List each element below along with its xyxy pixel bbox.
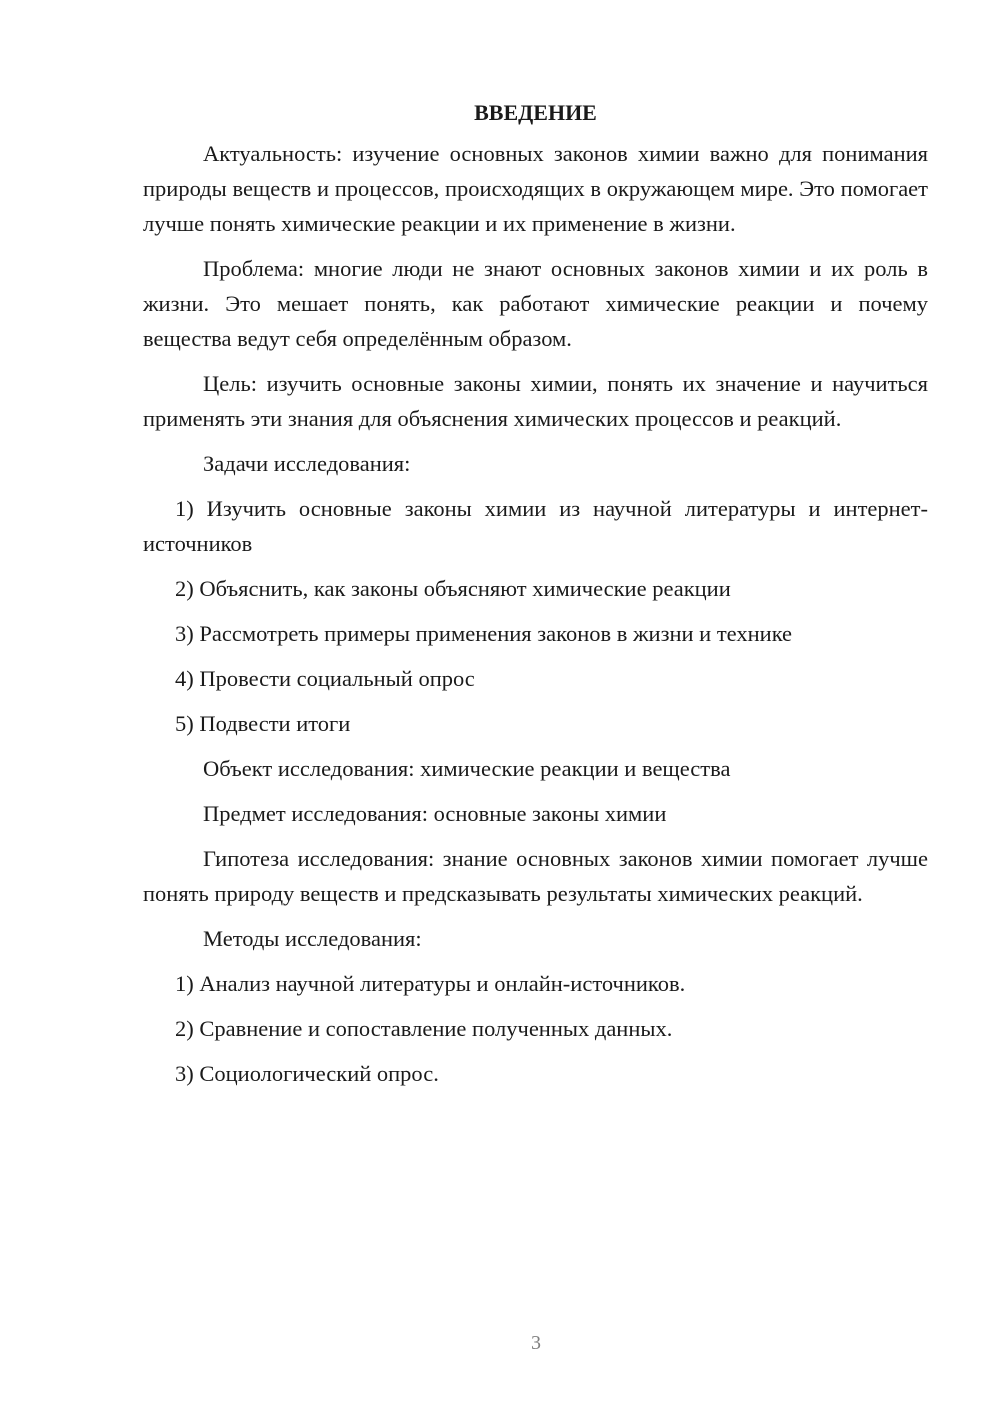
paragraph-relevance: Актуальность: изучение основных законов химии важно для понимания природы веществ и процессов, происходящих в окружающем мире. Это помогает лучше понять химические реакции и их применение в жизни. xyxy=(143,141,928,236)
task-item-4: 4) Провести социальный опрос xyxy=(175,666,475,691)
research-subject: Предмет исследования: основные законы химии xyxy=(203,801,667,826)
tasks-heading: Задачи исследования: xyxy=(203,451,411,476)
page-number: 3 xyxy=(531,1332,541,1354)
task-item-1: 1) Изучить основные законы химии из научной литературы и интернет-источников xyxy=(143,496,928,556)
paragraph-goal: Цель: изучить основные законы химии, понять их значение и научиться применять эти знания для объяснения химических процессов и реакций. xyxy=(143,371,928,431)
task-item-3: 3) Рассмотреть примеры применения законов в жизни и технике xyxy=(175,621,793,646)
method-item-3: 3) Социологический опрос. xyxy=(175,1061,439,1086)
method-item-2: 2) Сравнение и сопоставление полученных данных. xyxy=(175,1016,673,1041)
page-content xyxy=(143,95,928,1101)
paragraph-hypothesis: Гипотеза исследования: знание основных законов химии помогает лучше понять природу веществ и предсказывать результаты химических реакций. xyxy=(143,846,928,906)
paragraph-problem: Проблема: многие люди не знают основных законов химии и их роль в жизни. Это мешает понять, как работают химические реакции и почему вещества ведут себя определённым образом. xyxy=(143,256,928,351)
methods-heading: Методы исследования: xyxy=(203,926,422,951)
task-item-5: 5) Подвести итоги xyxy=(175,711,351,736)
section-title: ВВЕДЕНИЕ xyxy=(474,100,597,125)
method-item-1: 1) Анализ научной литературы и онлайн-источников. xyxy=(175,971,686,996)
research-object: Объект исследования: химические реакции и вещества xyxy=(203,756,731,781)
task-item-2: 2) Объяснить, как законы объясняют химические реакции xyxy=(175,576,731,601)
